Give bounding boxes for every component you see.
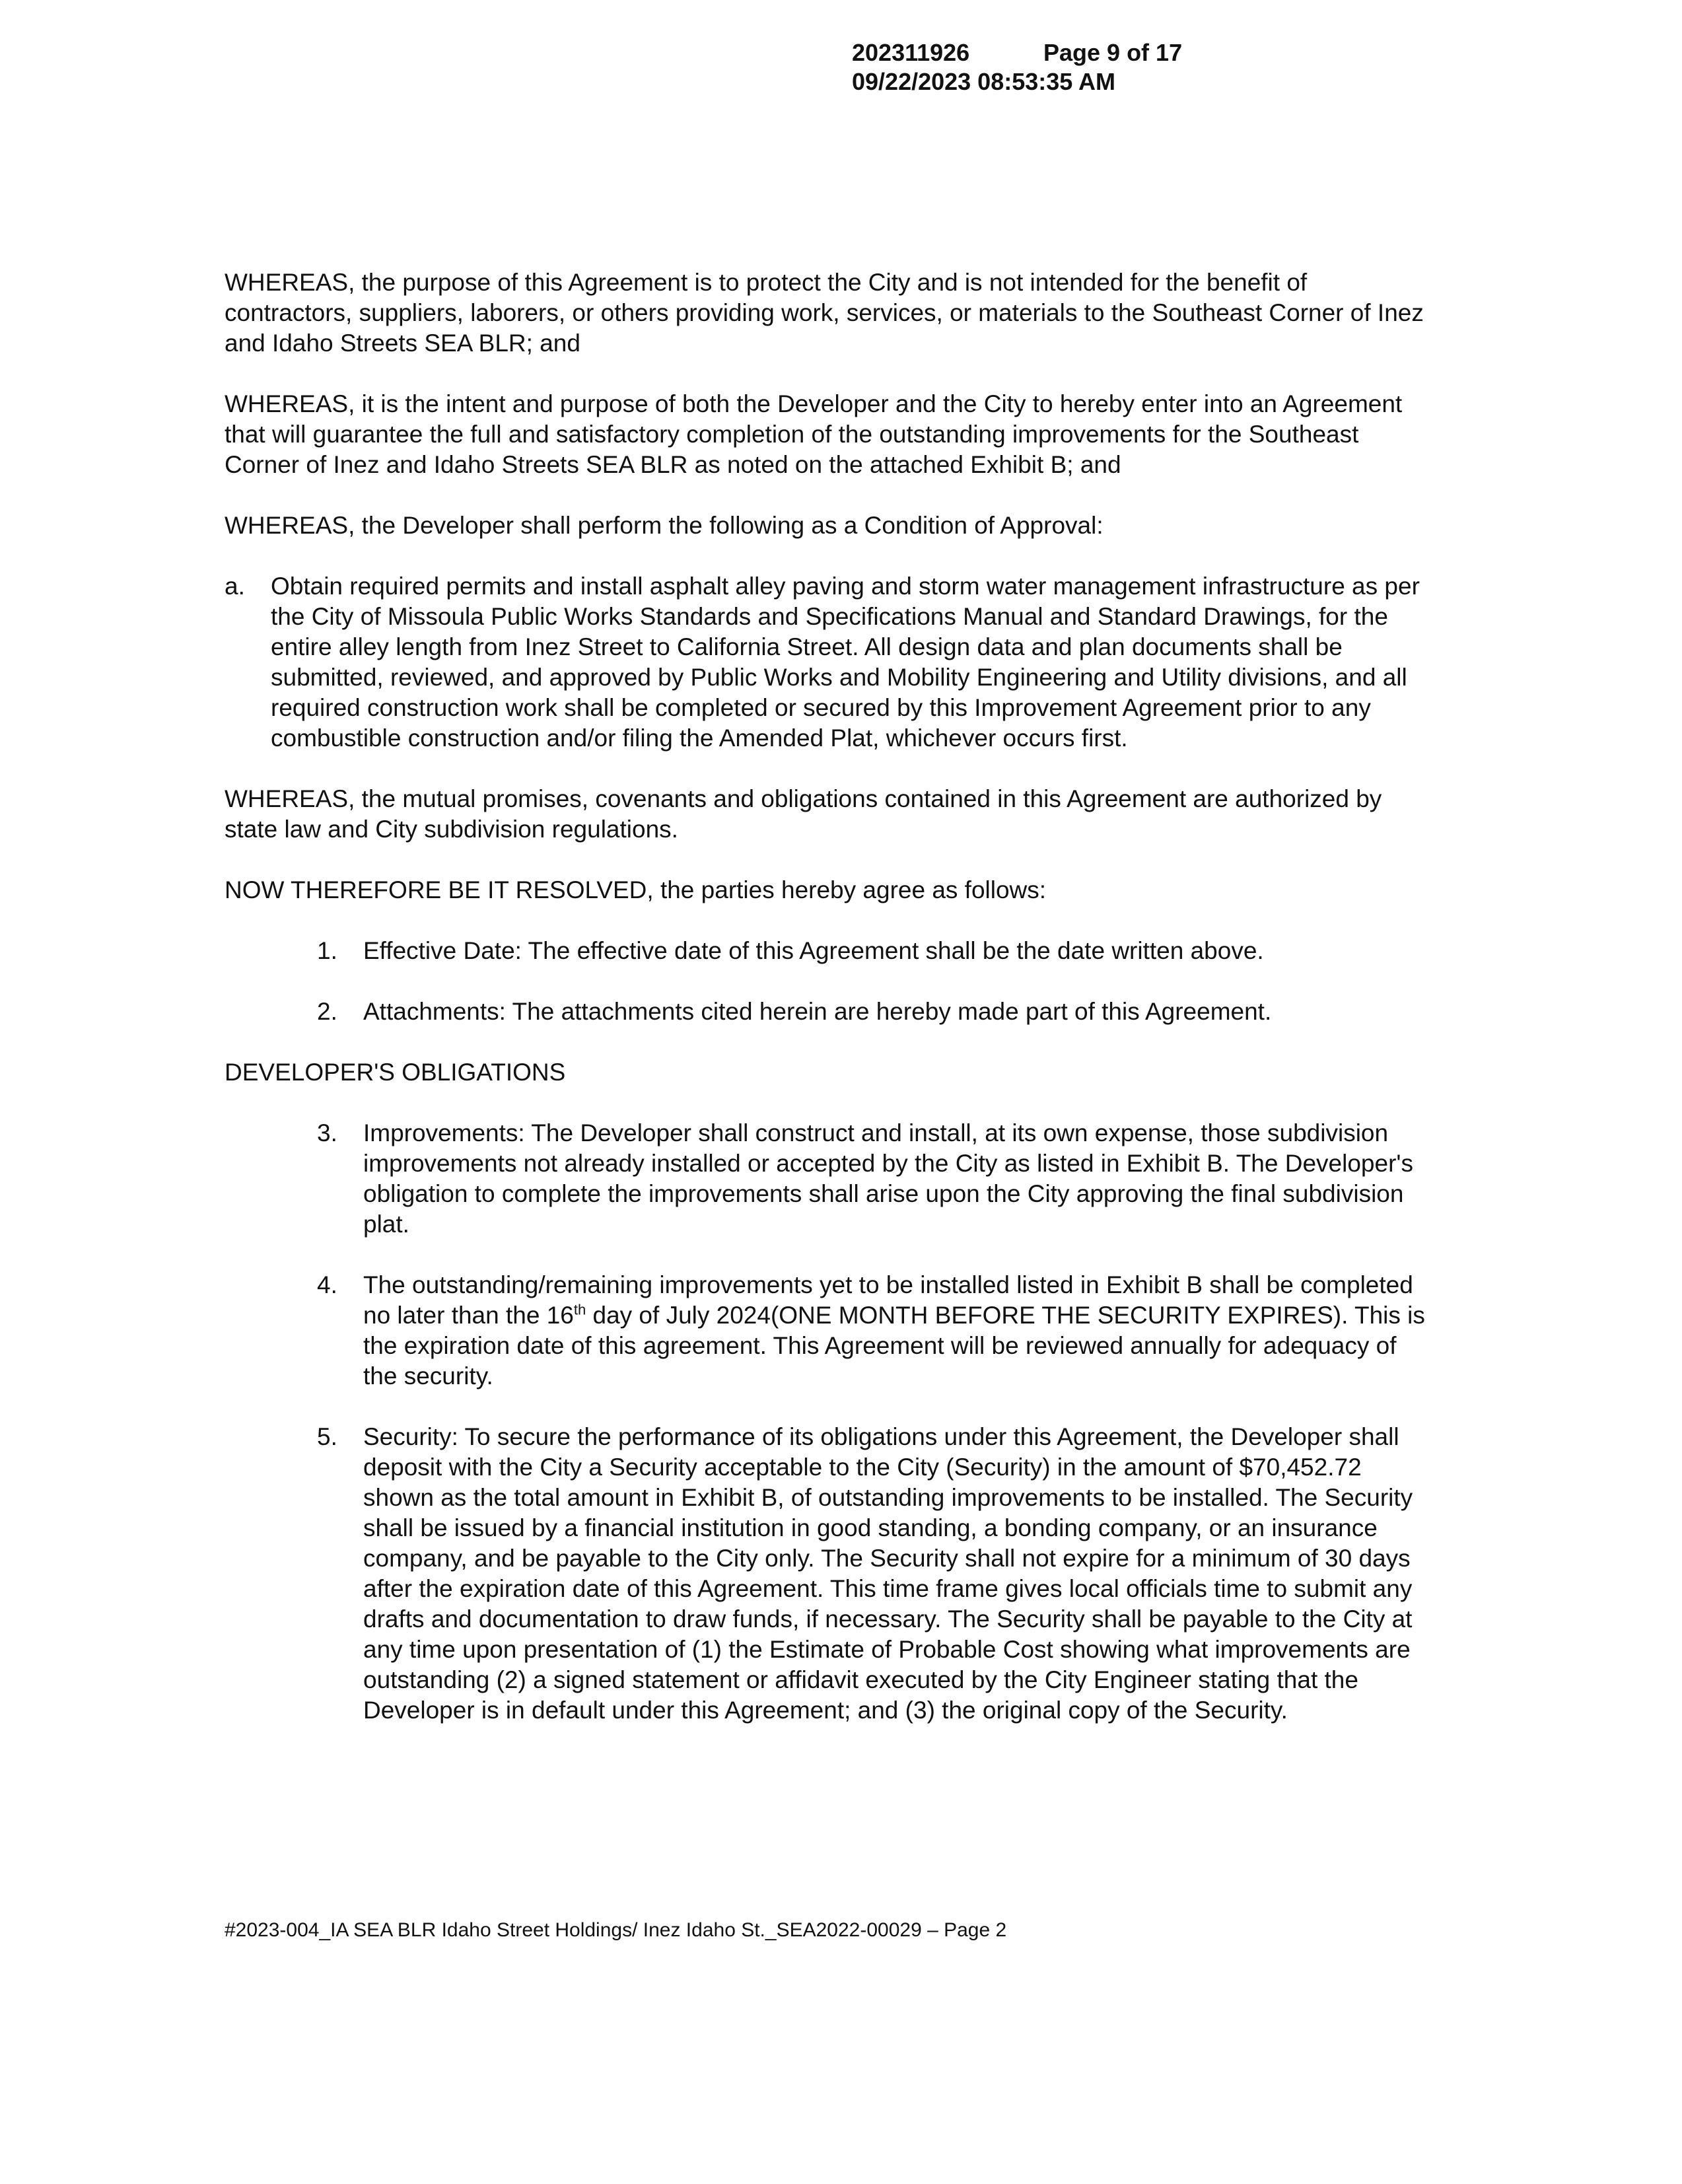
item-number: 2.: [317, 998, 337, 1025]
numbered-item-2: [317, 997, 1433, 1027]
item-text: Effective Date: The effective date of this Agreement shall be the date written above.: [363, 937, 1264, 964]
item-text: Attachments: The attachments cited herein are hereby made part of this Agreement.: [363, 998, 1272, 1025]
condition-item-a: [225, 571, 1433, 754]
stamp-row: [852, 38, 1182, 67]
item-number: 1.: [317, 937, 337, 964]
item-text-end: day of July 2024(ONE MONTH BEFORE THE SECURITY EXPIRES). This is the expiration date of this agreement. This Agreement will be reviewed annually for adequacy of the security.: [363, 1302, 1425, 1390]
item-number: 5.: [317, 1423, 337, 1450]
item-text: Obtain required permits and install asphalt alley paving and storm water management infrastructure as per the City of Missoula Public Works Standards and Specifications Manual and Standard Drawings, for the entire alley length from Inez Street to California Street. All design data and plan documents shall be submitted, reviewed, and approved by Public Works and Mobility Engineering and Utility divisions, and all required construction work shall be completed or secured by this Improvement Agreement prior to any combustible construction and/or filing the Amended Plat, whichever occurs first.: [271, 573, 1420, 752]
numbered-item-5: [317, 1422, 1433, 1726]
now-therefore-paragraph: NOW THEREFORE BE IT RESOLVED, the parties hereby agree as follows:: [225, 876, 1047, 903]
recording-timestamp: 09/22/2023 08:53:35 AM: [852, 68, 1115, 95]
item-text-start: The outstanding/remaining improvements yet to be installed listed in Exhibit B shall be completed no later than the 16: [363, 1271, 1413, 1329]
document-number: 202311926: [852, 39, 970, 66]
developer-obligations-heading: DEVELOPER'S OBLIGATIONS: [225, 1059, 566, 1086]
numbered-item-3: [317, 1118, 1433, 1240]
whereas-condition-paragraph: WHEREAS, the Developer shall perform the following as a Condition of Approval:: [225, 512, 1104, 539]
whereas-intent-paragraph: WHEREAS, it is the intent and purpose of both the Developer and the City to hereby enter into an Agreement that will guarantee the full and satisfactory completion of the outstanding improvements for the Southeast Corner of Inez and Idaho Streets SEA BLR as noted on the attached Exhibit B; and: [225, 390, 1403, 478]
numbered-item-4: [317, 1270, 1433, 1391]
item-text: [363, 1270, 1433, 1391]
item-text: Improvements: The Developer shall construct and install, at its own expense, those subdivision improvements not already installed or accepted by the City as listed in Exhibit B. The Developer's obligation to complete the improvements shall arise upon the City approving the final subdivision plat.: [363, 1119, 1413, 1238]
document-body: [225, 267, 1433, 1756]
page-label: Page 9 of 17: [1043, 39, 1183, 66]
ordinal-suffix: th: [573, 1301, 586, 1318]
whereas-mutual-paragraph: WHEREAS, the mutual promises, covenants and obligations contained in this Agreement are authorized by state law and City subdivision regulations.: [225, 785, 1382, 843]
item-number: 4.: [317, 1271, 337, 1298]
numbered-item-1: [317, 936, 1433, 966]
page-footer: #2023-004_IA SEA BLR Idaho Street Holdings/ Inez Idaho St._SEA2022-00029 – Page 2: [225, 1919, 1007, 1941]
item-number: 3.: [317, 1119, 337, 1146]
recording-stamp: [852, 38, 1182, 96]
whereas-purpose-paragraph: WHEREAS, the purpose of this Agreement is to protect the City and is not intended for the benefit of contractors, suppliers, laborers, or others providing work, services, or materials to the Southeast Corner of Inez and Idaho Streets SEA BLR; and: [225, 269, 1424, 357]
item-marker: a.: [225, 573, 245, 600]
item-text: Security: To secure the performance of its obligations under this Agreement, the Developer shall deposit with the City a Security acceptable to the City (Security) in the amount of $70,452.72 shown as the total amount in Exhibit B, of outstanding improvements to be installed. The Security shall be issued by a financial institution in good standing, a bonding company, or an insurance company, and be payable to the City only. The Security shall not expire for a minimum of 30 days after the expiration date of this Agreement. This time frame gives local officials time to submit any drafts and documentation to draw funds, if necessary. The Security shall be payable to the City at any time upon presentation of (1) the Estimate of Probable Cost showing what improvements are outstanding (2) a signed statement or affidavit executed by the City Engineer stating that the Developer is in default under this Agreement; and (3) the original copy of the Security.: [363, 1423, 1413, 1724]
